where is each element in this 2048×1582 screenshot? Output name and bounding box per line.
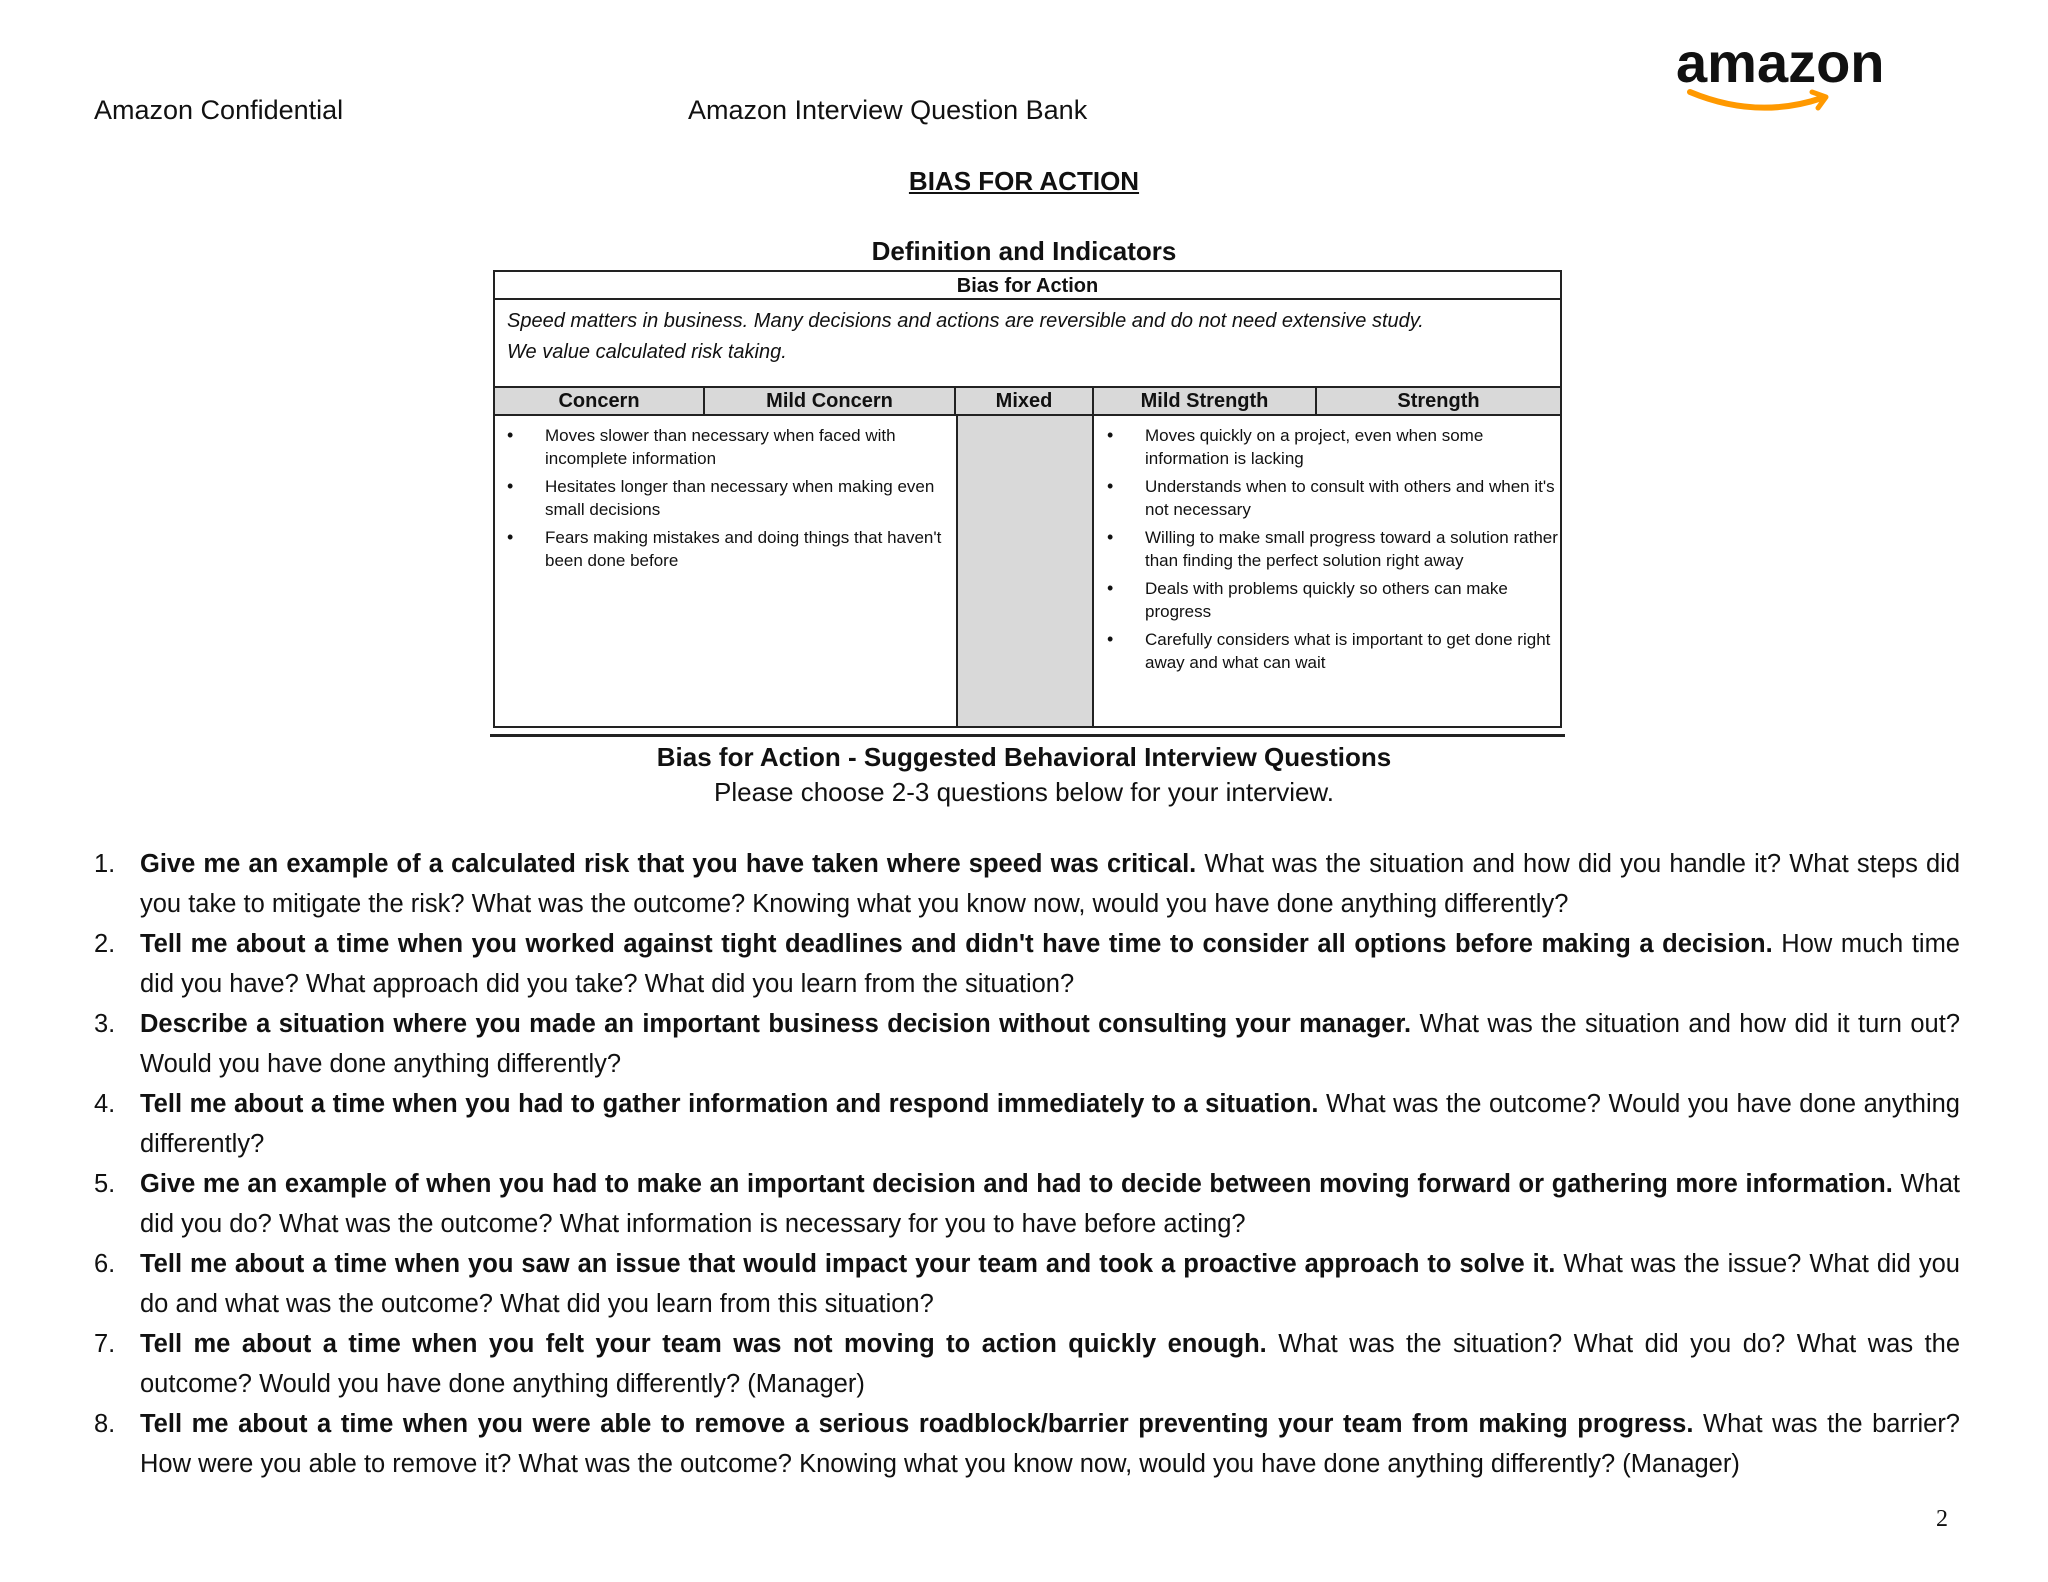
question-item [94,1084,1960,1164]
question-followups: What was the issue? What did you do and what was the outcome? What did you learn from this situation? [140,1250,1960,1318]
question-item [94,1404,1960,1484]
question-item [94,924,1960,1004]
question-number: 6. [94,1250,116,1278]
question-prompt: Give me an example of a calculated risk that you have taken where speed was critical. [140,850,1197,878]
question-prompt: Tell me about a time when you felt your team was not moving to action quickly enough. [140,1330,1267,1358]
column-header-strength: Strength [1397,390,1480,412]
question-item [94,1004,1960,1084]
list-item: • Understands when to consult with others and when it's not necessary [1107,476,1555,519]
amazon-smile-icon [1690,92,1822,108]
question-followups: What was the situation? What did you do? What was the outcome? Would you have done anything differently? (Manager) [140,1330,1960,1398]
bullet-icon: • [507,527,514,547]
question-prompt: Tell me about a time when you saw an issue that would impact your team and took a proactive approach to solve it. [140,1250,1556,1278]
list-item: • Moves slower than necessary when faced with incomplete information [507,425,896,468]
question-number: 4. [94,1090,116,1118]
question-followups: How much time did you have? What approach did you take? What did you learn from the situation? [140,930,1960,998]
column-header-mixed: Mixed [956,388,1094,414]
question-followups: What was the situation and how did you handle it? What steps did you take to mitigate the risk? What was the outcome? Knowing what you know now, would you have done anything differently? [140,850,1960,918]
question-followups: What was the outcome? Would you have done anything differently? [140,1090,1960,1158]
strength-indicators-list [1095,424,1560,679]
definition-title: Definition and Indicators [871,236,1177,266]
list-item: • Carefully considers what is important to get done right away and what can wait [1107,629,1551,672]
amazon-logo [1672,30,1902,112]
section-title: BIAS FOR ACTION [908,166,1140,196]
column-header-concern: Concern [495,388,705,414]
header-doc-title: Amazon Interview Question Bank [688,95,1088,125]
question-number: 7. [94,1330,116,1358]
page-number: 2 [1936,1506,1948,1532]
question-followups: What did you do? What was the outcome? What information is necessary for you to have before acting? [140,1170,1961,1238]
table-header-row [495,388,1560,416]
question-followups: What was the barrier? How were you able to remove it? What was the outcome? Knowing what you know now, would you have done anything differently? (Manager) [140,1410,1960,1478]
questions-instruction: Please choose 2-3 questions below for your interview. [713,777,1334,807]
column-header-mild-concern: Mild Concern [705,388,956,414]
question-item [94,844,1960,924]
bullet-icon: • [1107,527,1114,547]
table-body-row [495,416,1560,726]
question-followups: What was the situation and how did it turn out? Would you have done anything differently? [140,1010,1960,1078]
table-bottom-rule [490,734,1565,737]
question-prompt: Tell me about a time when you were able to remove a serious roadblock/barrier preventing your team from making progress. [140,1410,1694,1438]
questions-title: Bias for Action - Suggested Behavioral Interview Questions [656,742,1392,772]
bullet-icon: • [1107,629,1114,649]
question-number: 8. [94,1410,116,1438]
description-line: We value calculated risk taking. [507,341,787,363]
list-item: • Fears making mistakes and doing things that haven't been done before [507,527,942,570]
question-number: 3. [94,1010,116,1038]
bullet-icon: • [507,425,514,445]
question-item [94,1164,1960,1244]
indicators-table [493,270,1562,728]
list-item: • Willing to make small progress toward a solution rather than finding the perfect solution right away [1107,527,1558,570]
question-prompt: Give me an example of when you had to make an important decision and had to decide between moving forward or gathering more information. [140,1170,1893,1198]
question-number: 1. [94,850,116,878]
question-prompt: Describe a situation where you made an important business decision without consulting your manager. [140,1010,1412,1038]
description-line: Speed matters in business. Many decisions and actions are reversible and do not need extensive study. [507,310,1424,332]
table-principle-name: Bias for Action [495,272,1560,300]
interview-questions-list [94,844,1960,1484]
list-item: • Hesitates longer than necessary when making even small decisions [507,476,935,519]
amazon-logo-text: amazon [1676,31,1885,94]
column-header-mild-strength: Mild Strength [1094,388,1317,414]
bullet-icon: • [1107,425,1114,445]
header-confidential-label: Amazon Confidential [94,95,344,125]
question-number: 5. [94,1170,116,1198]
mixed-column-cell [956,416,1094,726]
question-item [94,1324,1960,1404]
table-principle-description [495,300,1560,388]
concern-indicators-list [495,424,945,577]
bullet-icon: • [507,476,514,496]
bullet-icon: • [1107,476,1114,496]
question-prompt: Tell me about a time when you had to gather information and respond immediately to a situation. [140,1090,1319,1118]
bullet-icon: • [1107,578,1114,598]
question-item [94,1244,1960,1324]
question-prompt: Tell me about a time when you worked against tight deadlines and didn't have time to consider all options before making a decision. [140,930,1773,958]
question-number: 2. [94,930,116,958]
list-item: • Moves quickly on a project, even when some information is lacking [1107,425,1484,468]
list-item: • Deals with problems quickly so others can make progress [1107,578,1508,621]
